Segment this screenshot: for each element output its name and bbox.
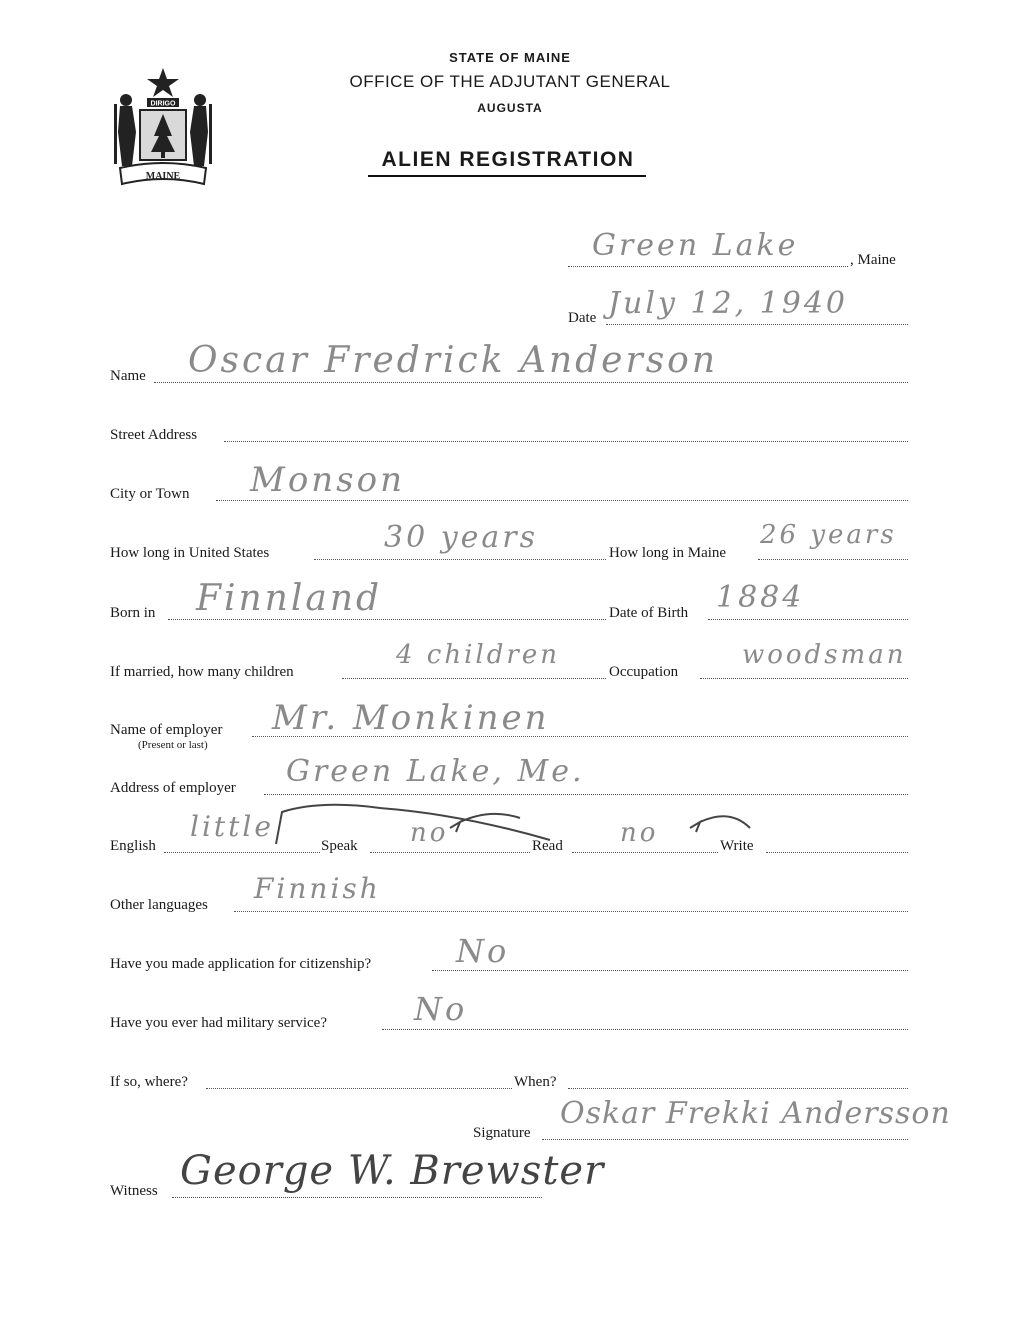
us-duration-label: How long in United States — [110, 545, 270, 561]
witness-value: George W. Brewster — [180, 1148, 605, 1194]
read-label: Read — [532, 838, 563, 854]
where-label: If so, where? — [110, 1074, 188, 1090]
date-line — [606, 324, 908, 325]
dob-value: 1884 — [716, 580, 805, 615]
english-value: little — [190, 810, 274, 843]
born-label: Born in — [110, 605, 156, 621]
maine-duration-label: How long in Maine — [609, 545, 727, 561]
state-heading: STATE OF MAINE — [449, 50, 571, 65]
witness-label: Witness — [110, 1183, 158, 1199]
seal-banner: MAINE — [145, 171, 181, 182]
title-underline — [368, 175, 646, 177]
name-label: Name — [110, 368, 146, 384]
us-duration-line — [314, 559, 606, 560]
other-languages-value: Finnish — [254, 872, 381, 905]
date-value: July 12, 1940 — [608, 286, 849, 321]
citizenship-value: No — [456, 932, 510, 970]
when-line — [568, 1088, 908, 1089]
employer-value: Mr. Monkinen — [272, 698, 550, 738]
employer-line — [252, 736, 908, 737]
employer-label: Name of employer — [110, 722, 223, 738]
seal-motto: DIRIGO — [150, 100, 176, 108]
state-seal — [110, 66, 216, 190]
signature-label: Signature — [473, 1125, 531, 1141]
ditto-arrows-icon — [260, 800, 760, 860]
children-value: 4 children — [396, 640, 560, 670]
office-heading: OFFICE OF THE ADJUTANT GENERAL — [349, 72, 671, 91]
signature-line — [542, 1139, 908, 1140]
place-value: Green Lake — [592, 228, 799, 263]
seal-icon — [110, 66, 216, 190]
read-value: no — [620, 818, 659, 848]
english-label: English — [110, 838, 156, 854]
other-languages-line — [234, 911, 908, 912]
write-line — [766, 852, 908, 853]
street-label: Street Address — [110, 427, 198, 443]
name-value: Oscar Fredrick Anderson — [188, 340, 719, 381]
children-label: If married, how many children — [110, 664, 294, 680]
occupation-label: Occupation — [609, 664, 679, 680]
born-line — [168, 619, 606, 620]
occupation-line — [700, 678, 908, 679]
citizenship-line — [432, 970, 908, 971]
military-line — [382, 1029, 908, 1030]
form-title: ALIEN REGISTRATION — [381, 148, 635, 171]
born-value: Finnland — [196, 578, 383, 619]
place-line — [568, 266, 848, 267]
employer-address-label: Address of employer — [110, 780, 236, 796]
name-line — [154, 382, 908, 383]
speak-label: Speak — [321, 838, 358, 854]
signature-value: Oskar Frekki Andersson — [560, 1096, 951, 1131]
occupation-value: woodsman — [742, 640, 907, 670]
other-languages-label: Other languages — [110, 897, 208, 913]
city-value: Monson — [250, 460, 405, 500]
employer-address-line — [264, 794, 908, 795]
date-label: Date — [568, 310, 597, 326]
maine-duration-value: 26 years — [760, 520, 897, 550]
city-heading: AUGUSTA — [477, 101, 543, 115]
employer-sublabel: (Present or last) — [138, 739, 208, 751]
military-label: Have you ever had military service? — [110, 1015, 327, 1031]
children-line — [342, 678, 606, 679]
place-suffix: , Maine — [850, 252, 896, 268]
military-value: No — [414, 990, 468, 1028]
employer-address-value: Green Lake, Me. — [286, 754, 585, 789]
dob-label: Date of Birth — [609, 605, 689, 621]
where-line — [206, 1088, 512, 1089]
speak-value: no — [410, 818, 449, 848]
witness-line — [172, 1197, 542, 1198]
citizenship-label: Have you made application for citizenship? — [110, 956, 372, 972]
city-label: City or Town — [110, 486, 190, 502]
street-line — [224, 441, 908, 442]
dob-line — [708, 619, 908, 620]
when-label: When? — [514, 1074, 557, 1090]
write-label: Write — [720, 838, 754, 854]
maine-duration-line — [758, 559, 908, 560]
us-duration-value: 30 years — [384, 520, 539, 555]
city-line — [216, 500, 908, 501]
